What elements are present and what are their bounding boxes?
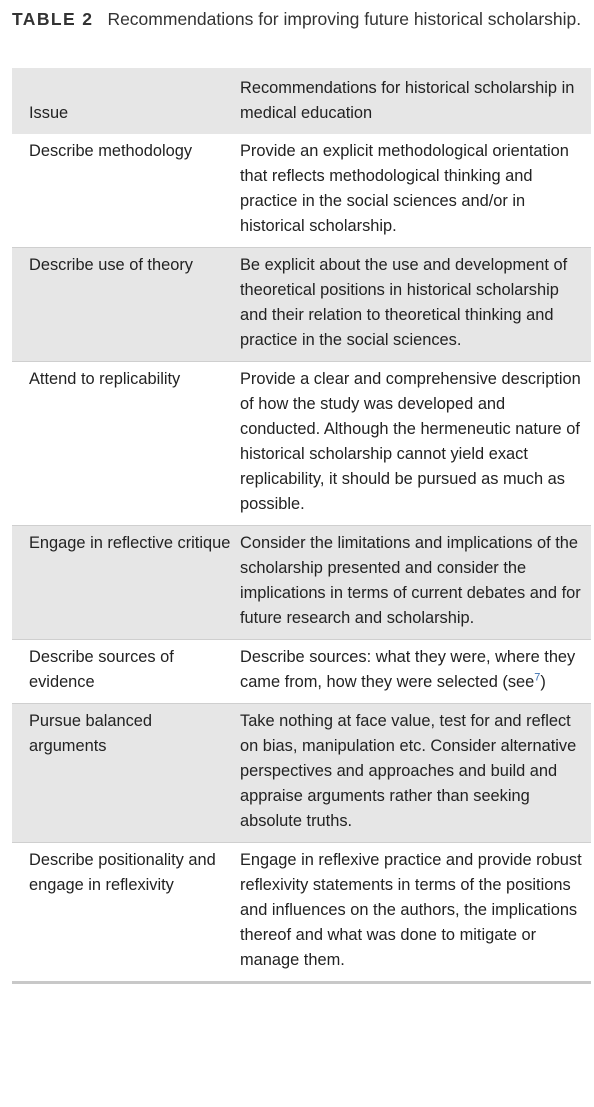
issue-cell: Engage in reflective critique [12,526,240,640]
table-header [12,68,591,134]
header-issue: Issue [12,68,240,134]
issue-cell: Describe methodology [29,142,193,160]
table-body [12,134,591,981]
table-row [12,526,591,640]
table-caption [12,6,582,32]
recommendation-cell: Provide an explicit methodological orientation that reflects methodological thinking and practice in the social sciences and/or in historical scholarship. [240,142,569,235]
recommendation-text: Describe sources: what they were, where they came from, how they were selected (see [240,648,576,691]
table-row [12,248,591,362]
reference-link[interactable]: 7 [534,671,541,684]
table-row [12,640,591,704]
recommendations-table-container [12,68,591,984]
header-row [12,68,591,134]
header-recommendation: Recommendations for historical scholarship in medical education [240,68,591,134]
table-row [12,134,591,248]
recommendation-cell [240,640,591,704]
recommendation-cell: Provide a clear and comprehensive description of how the study was developed and conducted. Although the hermeneutic nature of historical scholarship cannot yield exact replicability, it should be pursued as much as possible. [240,362,591,526]
issue-cell: Describe positionality and engage in reflexivity [12,843,240,982]
table-row [12,843,591,982]
table-label: TABLE 2 [12,9,94,29]
issue-cell: Attend to replicability [12,362,240,526]
recommendation-cell: Consider the limitations and implications of the scholarship presented and consider the implications in terms of current debates and for future research and scholarship. [240,526,591,640]
table-row [12,362,591,526]
recommendation-cell: Take nothing at face value, test for and reflect on bias, manipulation etc. Consider alternative perspectives and approaches and build and appraise arguments rather than seeking absolute truths. [240,704,591,843]
issue-cell: Describe sources of evidence [12,640,240,704]
recommendation-cell: Engage in reflexive practice and provide robust reflexivity statements in terms of the positions and influences on the authors, the implications thereof and what was done to mitigate or manage them. [240,843,591,982]
issue-cell: Pursue balanced arguments [12,704,240,843]
issue-cell: Describe use of theory [12,248,240,362]
recommendations-table [12,68,591,981]
table-title: Recommendations for improving future historical scholarship. [107,9,582,29]
closing-parenthesis: ) [540,673,546,691]
table-row [12,704,591,843]
recommendation-cell: Be explicit about the use and development of theoretical positions in historical scholarship and their relation to theoretical thinking and practice in the social sciences. [240,248,591,362]
